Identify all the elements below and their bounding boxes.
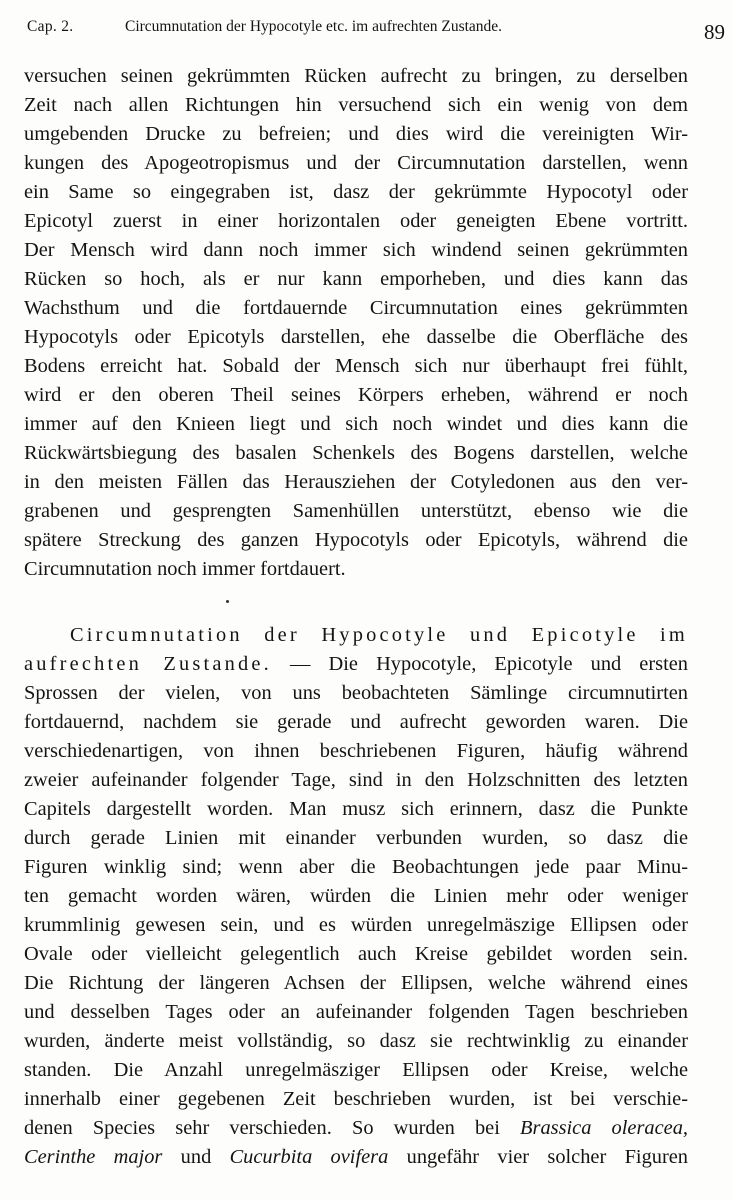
text-line: kungen des Apogeotropismus und der Circumnutation darstellen, wenn: [24, 152, 688, 174]
text-line: Rücken so hoch, als er nur kann emporheben, und dies kann das: [24, 268, 688, 290]
text-line: Zeit nach allen Richtungen hin versuchend sich ein wenig von dem: [24, 94, 688, 116]
text-span: — Die Hypocotyle, Epicotyle und ersten: [271, 653, 688, 675]
text-line: Ovale oder vielleicht gelegentlich auch Kreise gebildet worden sein.: [24, 943, 688, 965]
text-line: grabenen und gesprengten Samenhüllen unterstützt, ebenso wie die: [24, 500, 688, 522]
text-line: fortdauernd, nachdem sie gerade und aufrecht geworden waren. Die: [24, 711, 688, 733]
text-line: Die Richtung der längeren Achsen der Ellipsen, welche während eines: [24, 972, 688, 994]
text-line: innerhalb einer gegebenen Zeit beschrieben wurden, ist bei verschie-: [24, 1088, 688, 1110]
text-line: [24, 1143, 688, 1172]
text-line: [24, 1114, 688, 1143]
text-line: durch gerade Linien mit einander verbunden wurden, so dasz die: [24, 827, 688, 849]
species-name: Brassica oleracea,: [520, 1117, 688, 1139]
stray-mark: [226, 600, 229, 603]
text-span: denen Species sehr verschieden. So wurden bei: [24, 1117, 500, 1139]
text-span: ungefähr vier solcher Figuren: [388, 1146, 689, 1168]
text-span: und: [162, 1146, 230, 1168]
text-line: Sprossen der vielen, von uns beobachteten Sämlinge circumnutirten: [24, 682, 688, 704]
section-heading-continued: aufrechten Zustande.: [24, 653, 272, 675]
text-line: wurden, änderte meist vollständig, so dasz sie rechtwinklig zu einander: [24, 1030, 688, 1052]
text-line: in den meisten Fällen das Herausziehen der Cotyledonen aus den ver-: [24, 471, 688, 493]
text-line: Der Mensch wird dann noch immer sich windend seinen gekrümmten: [24, 239, 688, 261]
text-line: Wachsthum und die fortdauernde Circumnutation eines gekrümmten: [24, 297, 688, 319]
text-line: Circumnutation noch immer fortdauert.: [24, 558, 346, 580]
text-line: Epicotyl zuerst in einer horizontalen oder geneigten Ebene vortritt.: [24, 210, 688, 232]
text-line: krummlinig gewesen sein, und es würden unregelmäszige Ellipsen oder: [24, 914, 688, 936]
running-header: [27, 14, 725, 44]
text-line: ein Same so eingegraben ist, dasz der gekrümmte Hypocotyl oder: [24, 181, 688, 203]
text-line: Hypocotyls oder Epicotyls darstellen, ehe dasselbe die Oberfläche des: [24, 326, 688, 348]
text-line: wird er den oberen Theil seines Körpers erheben, während er noch: [24, 384, 688, 406]
text-line: verschiedenartigen, von ihnen beschriebenen Figuren, häufig während: [24, 740, 688, 762]
species-name: Cerinthe major: [24, 1146, 163, 1168]
running-title: Circumnutation der Hypocotyle etc. im aufrechten Zustande.: [125, 18, 503, 35]
text-line: immer auf den Knieen liegt und sich noch windet und dies kann die: [24, 413, 688, 435]
text-line: ten gemacht worden wären, würden die Linien mehr oder weniger: [24, 885, 688, 907]
text-line: versuchen seinen gekrümmten Rücken aufrecht zu bringen, zu derselben: [24, 65, 688, 87]
text-line: standen. Die Anzahl unregelmäsziger Ellipsen oder Kreise, welche: [24, 1059, 688, 1081]
text-line: Rückwärtsbiegung des basalen Schenkels des Bogens darstellen, welche: [24, 442, 688, 464]
page-number: 89: [704, 20, 725, 44]
species-name: Cucurbita ovifera: [229, 1146, 389, 1168]
text-line: Capitels dargestellt worden. Man musz sich erinnern, dasz die Punkte: [24, 798, 688, 820]
section-heading: Circumnutation der Hypocotyle und Epicotyle im: [70, 624, 688, 646]
text-line: Figuren winklig sind; wenn aber die Beobachtungen jede paar Minu-: [24, 856, 688, 878]
text-line: Bodens erreicht hat. Sobald der Mensch sich nur überhaupt frei fühlt,: [24, 355, 688, 377]
text-line: [24, 650, 688, 679]
chapter-label: Cap. 2.: [27, 18, 74, 35]
text-line: zweier aufeinander folgender Tage, sind in den Holzschnitten des letzten: [24, 769, 688, 791]
text-line: spätere Streckung des ganzen Hypocotyls oder Epicotyls, während die: [24, 529, 688, 551]
text-line: und desselben Tages oder an aufeinander folgenden Tagen beschrieben: [24, 1001, 688, 1023]
text-line: umgebenden Drucke zu befreien; und dies wird die vereinigten Wir-: [24, 123, 688, 145]
